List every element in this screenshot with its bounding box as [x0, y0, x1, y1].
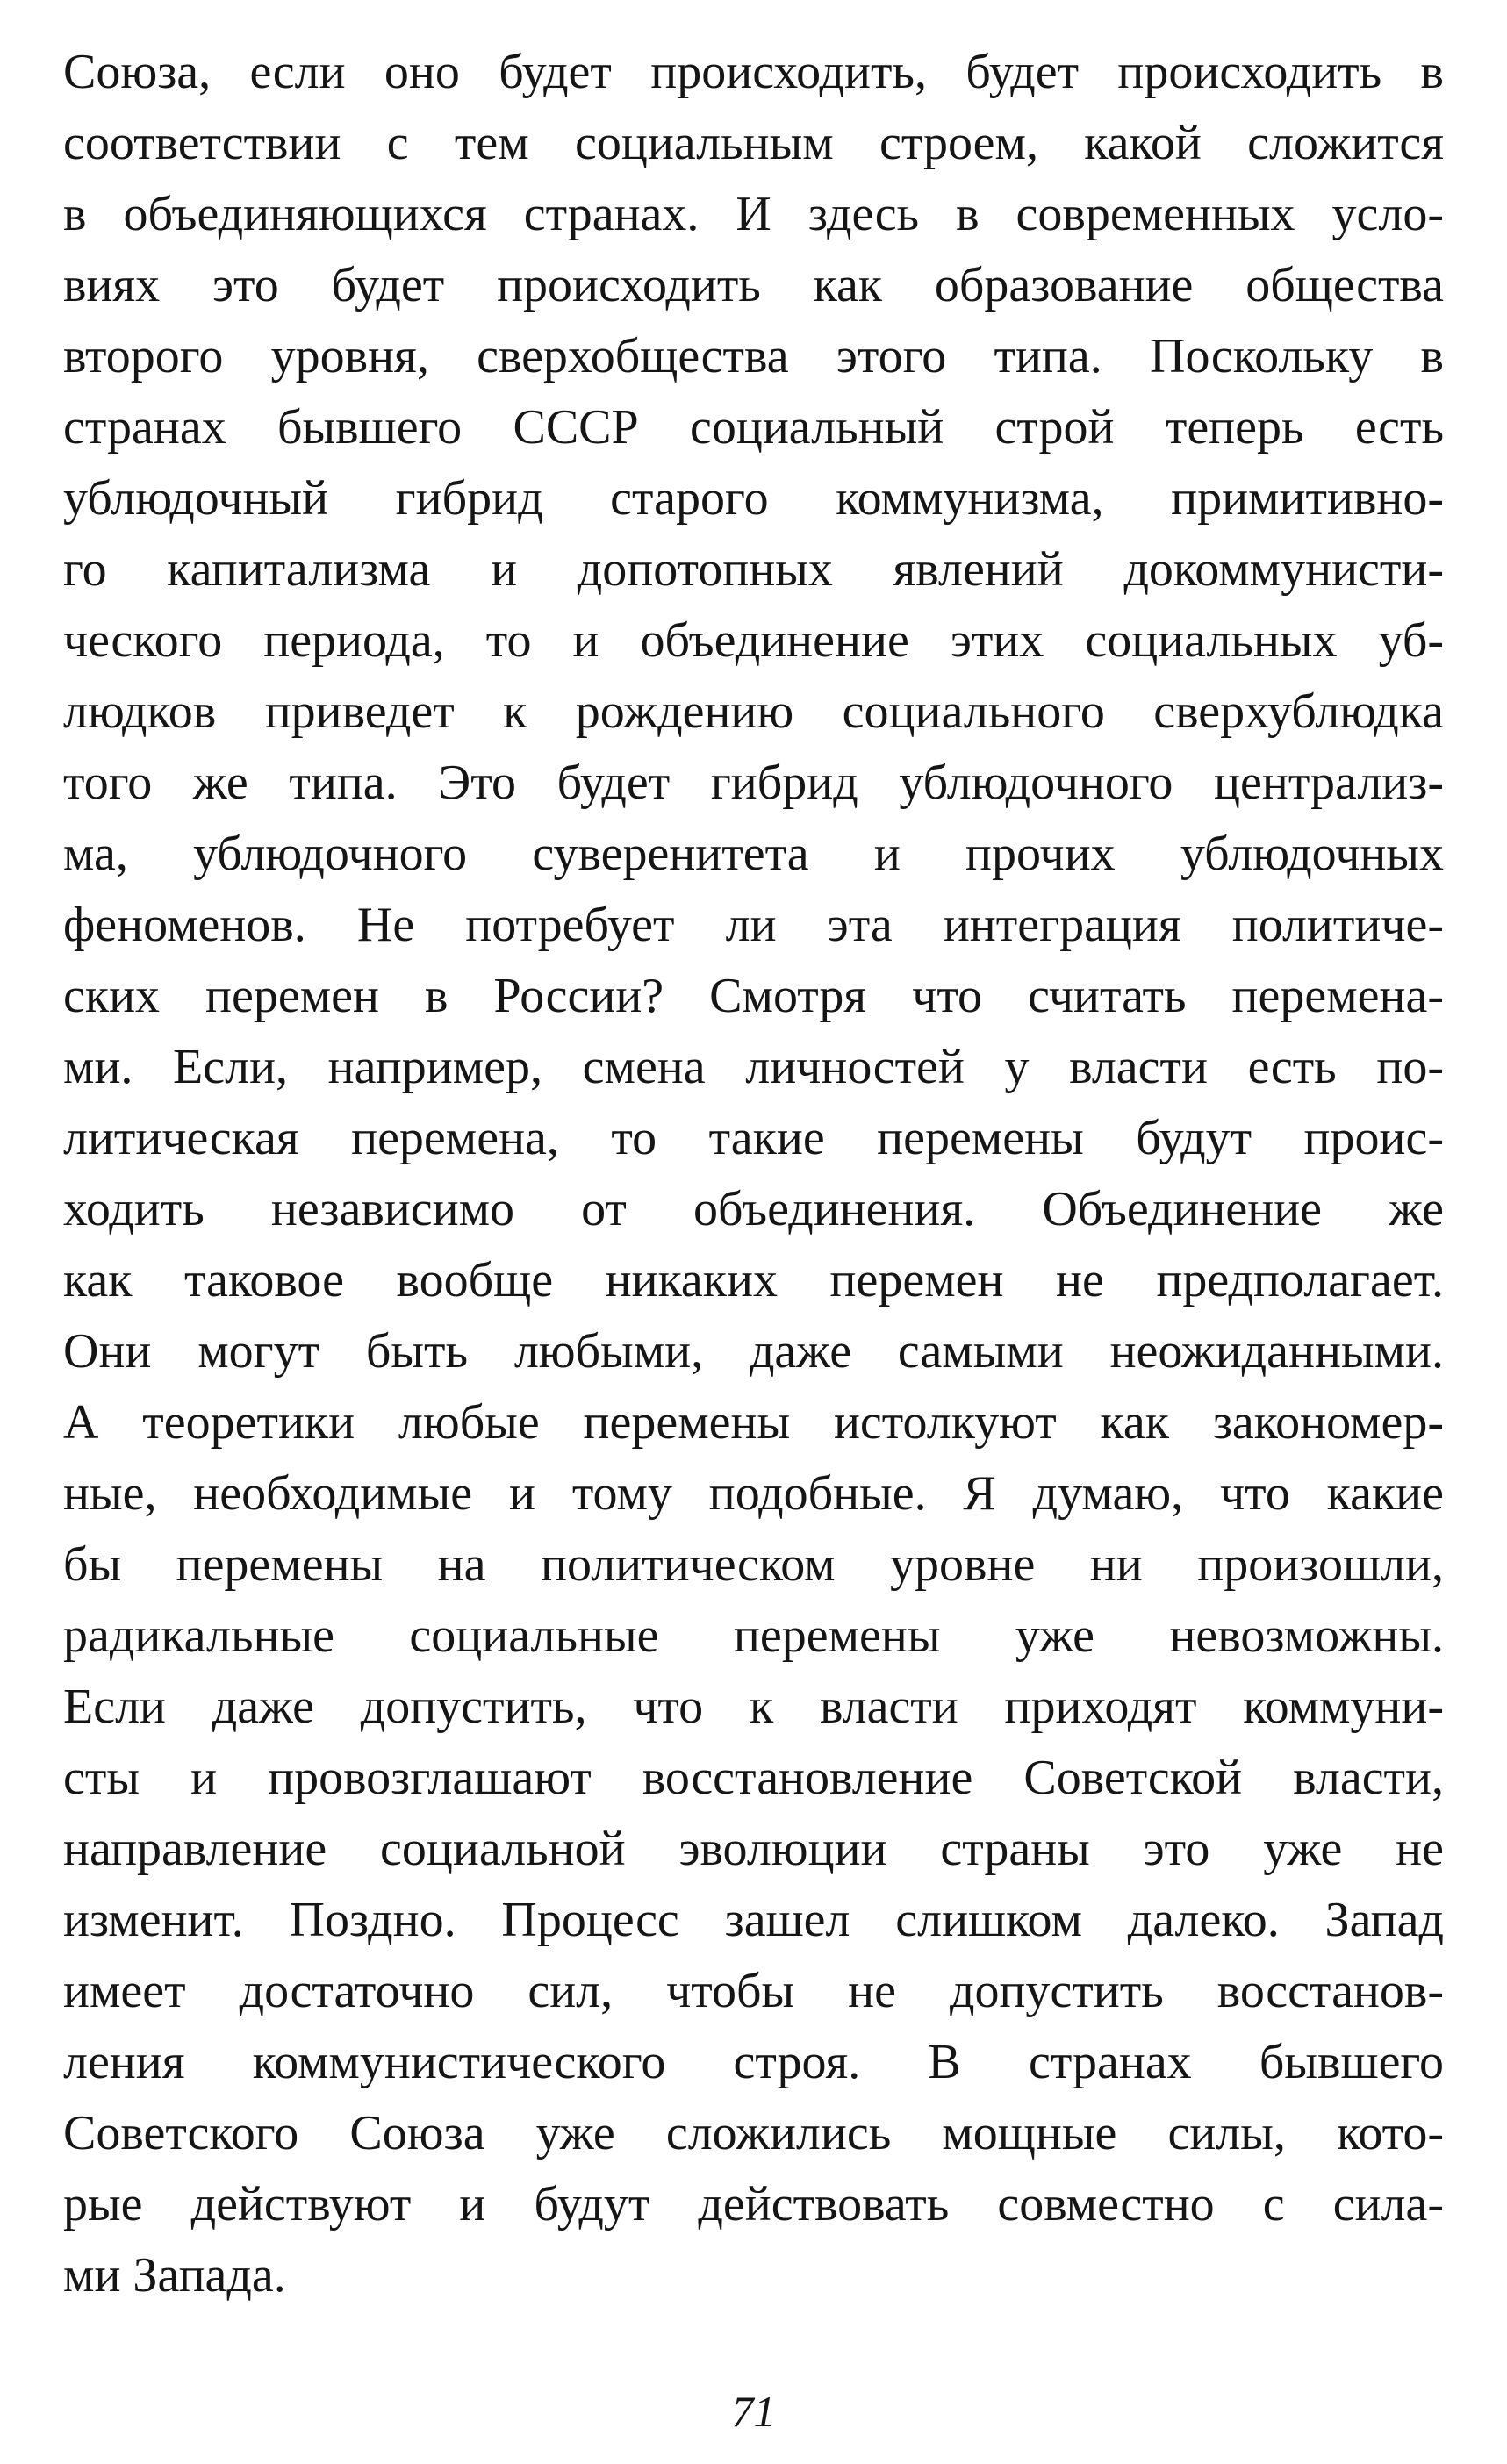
text-line: ходить независимо от объединения. Объединение же — [63, 1182, 1444, 1236]
text-line: Советского Союза уже сложились мощные силы, кото- — [63, 2106, 1444, 2160]
text-line: имеет достаточно сил, чтобы не допустить восстанов- — [63, 1964, 1444, 2018]
text-line: Союза, если оно будет происходить, будет происходить в — [63, 45, 1444, 99]
text-line: Если даже допустить, что к власти приходят коммуни- — [63, 1680, 1444, 1734]
text-line: ублюдочный гибрид старого коммунизма, примитивно- — [63, 471, 1444, 526]
text-line: второго уровня, сверхобщества этого типа. Поскольку в — [63, 329, 1444, 383]
text-line: ные, необходимые и тому подобные. Я думаю, что какие — [63, 1466, 1444, 1521]
text-line: в объединяющихся странах. И здесь в современных усло- — [63, 187, 1444, 241]
page-number: 71 — [731, 2387, 776, 2436]
text-line: сты и провозглашают восстановление Советской власти, — [63, 1751, 1444, 1805]
text-line: виях это будет происходить как образование общества — [63, 258, 1444, 312]
text-line: литическая перемена, то такие перемены будут проис- — [63, 1111, 1444, 1165]
text-line: го капитализма и допотопных явлений докоммунисти- — [63, 542, 1444, 597]
text-line: изменит. Поздно. Процесс зашел слишком далеко. Запад — [63, 1893, 1444, 1947]
text-line: как таковое вообще никаких перемен не предполагает. — [63, 1253, 1444, 1307]
text-line: людков приведет к рождению социального сверхублюдка — [63, 684, 1444, 739]
text-line: ления коммунистического строя. В странах бывшего — [63, 2035, 1444, 2089]
text-line: бы перемены на политическом уровне ни произошли, — [63, 1537, 1444, 1592]
text-line: странах бывшего СССР социальный строй теперь есть — [63, 400, 1444, 455]
text-line: Они могут быть любыми, даже самыми неожиданными. — [63, 1324, 1444, 1379]
text-line: ми. Если, например, смена личностей у власти есть по- — [63, 1040, 1444, 1094]
text-line: соответствии с тем социальным строем, какой сложится — [63, 116, 1444, 170]
text-line: А теоретики любые перемены истолкуют как закономер- — [63, 1395, 1444, 1450]
text-line: рые действуют и будут действовать совместно с сила- — [63, 2177, 1444, 2231]
text-line: феноменов. Не потребует ли эта интеграция политиче- — [63, 898, 1444, 952]
text-line: направление социальной эволюции страны это уже не — [63, 1822, 1444, 1876]
text-line: ческого периода, то и объединение этих социальных уб- — [63, 613, 1444, 668]
text-line: радикальные социальные перемены уже невозможны. — [63, 1608, 1444, 1663]
text-line: ма, ублюдочного суверенитета и прочих ублюдочных — [63, 827, 1444, 881]
text-line: ских перемен в России? Смотря что считать перемена- — [63, 969, 1444, 1023]
body-text — [63, 37, 1444, 2311]
text-line-last: ми Запада. — [63, 2248, 286, 2303]
text-line: того же типа. Это будет гибрид ублюдочного централиз- — [63, 756, 1444, 810]
